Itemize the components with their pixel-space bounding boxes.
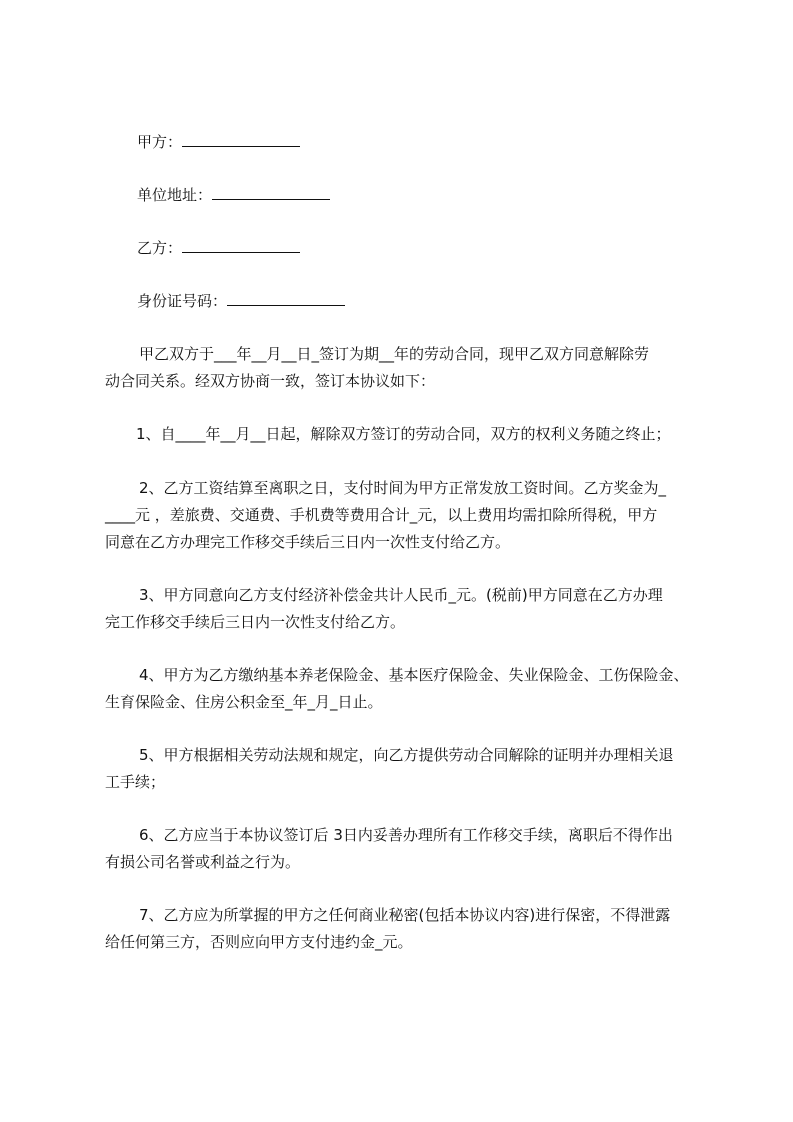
- party-a-blank: [182, 132, 300, 147]
- party-a-field: [137, 132, 300, 152]
- id-number-blank: [227, 291, 345, 306]
- clause-line: 同意在乙方办理完工作移交手续后三日内一次性支付给乙方。: [105, 533, 511, 551]
- clause-line: 完工作移交手续后三日内一次性支付给乙方。: [105, 613, 406, 631]
- clause-line: 6、乙方应当于本协议签订后 3日内妥善办理所有工作移交手续，离职后不得作出: [139, 826, 673, 844]
- address-field: [137, 185, 330, 205]
- clause-line: 有损公司名誉或利益之行为。: [105, 853, 301, 871]
- clause-line: 生育保险金、住房公积金至_年_月_日止。: [105, 693, 383, 711]
- clause-line: 2、乙方工资结算至离职之日，支付时间为甲方正常发放工资时间。乙方奖金为_: [139, 479, 667, 497]
- party-b-field: [137, 238, 300, 258]
- party-a-label: 甲方：: [137, 133, 183, 151]
- address-label: 单位地址：: [137, 186, 213, 204]
- clause-line: 4、甲方为乙方缴纳基本养老保险金、基本医疗保险金、失业保险金、工伤保险金、: [139, 666, 689, 684]
- id-number-label: 身份证号码：: [137, 292, 228, 310]
- party-b-blank: [182, 238, 300, 253]
- clause-line: ____元 ，差旅费、交通费、手机费等费用合计_元，以上费用均需扣除所得税，甲方: [105, 506, 658, 524]
- party-b-label: 乙方：: [137, 239, 183, 257]
- clause-line: 3、甲方同意向乙方支付经济补偿金共计人民币_元。(税前)甲方同意在乙方办理: [139, 586, 663, 604]
- intro-line: 甲乙双方于___年__月__日_签订为期__年的劳动合同，现甲乙双方同意解除劳: [139, 345, 650, 363]
- clause-line: 1、自____年__月__日起，解除双方签订的劳动合同，双方的权利义务随之终止；: [136, 425, 671, 443]
- address-blank: [212, 185, 330, 200]
- clause-line: 工手续；: [105, 773, 166, 791]
- clause-line: 7、乙方应为所掌握的甲方之任何商业秘密(包括本协议内容)进行保密，不得泄露: [139, 906, 671, 924]
- clause-line: 给任何第三方，否则应向甲方支付违约金_元。: [105, 933, 413, 951]
- intro-line: 动合同关系。经双方协商一致，签订本协议如下：: [105, 372, 436, 390]
- id-number-field: [137, 291, 345, 311]
- clause-line: 5、甲方根据相关劳动法规和规定，向乙方提供劳动合同解除的证明并办理相关退: [139, 746, 674, 764]
